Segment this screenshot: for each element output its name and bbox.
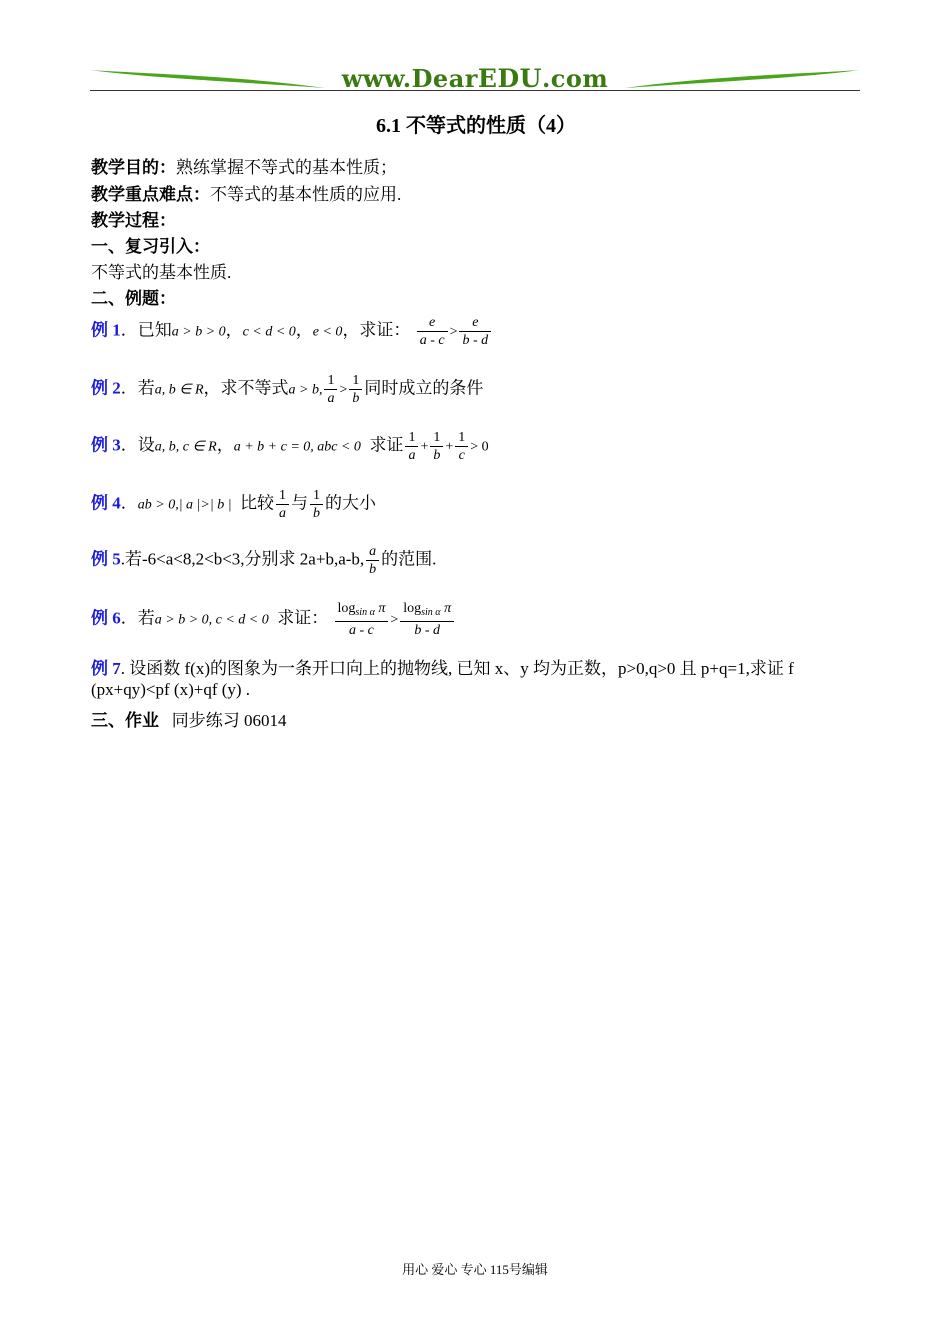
example-4: 例 4．ab > 0,| a |>| b | 比较 $\frac{1}{a}$ 与 $\frac{1}{b}$ 的大小	[91, 488, 377, 521]
fraction: $\frac{1}{a}$	[405, 429, 418, 464]
header-rule	[90, 90, 860, 91]
example-3: 例 3．设a, b, c ∈ R，a + b + c = 0, abc < 0 求证 $\frac{1}{a}$ + $\frac{1}{b}$ + $\frac{1}{c}$ > 0	[91, 430, 489, 463]
example-6: 例 6．若a > b > 0, c < d < 0 求证： $\frac{\log_{sin \alpha} \pi}{a - c}$ > $\frac{\log_{sin \alpha} \pi}{b - d}$	[91, 600, 456, 639]
fraction: $\frac{1}{a}$	[276, 487, 289, 522]
fraction: $\frac{e}{a - c}$	[417, 314, 448, 349]
fraction: $\frac{1}{b}$	[310, 487, 323, 522]
fraction: $\frac{e}{b - d}$	[459, 314, 491, 349]
example-5: 例 5.若-6<a<8,2<b<3,分别求 2a+b,a-b, $\frac{a}{b}$ 的范围.	[91, 544, 437, 577]
page-footer: 用心 爱心 专心 115号编辑	[402, 1262, 548, 1277]
key-line: 教学重点难点：不等式的基本性质的应用.	[91, 185, 402, 204]
banner-brand: www.DearEDU.com	[341, 64, 609, 93]
fraction: $\frac{1}{b}$	[430, 429, 443, 464]
header-banner	[90, 62, 860, 96]
section2-heading: 二、例题：	[91, 289, 176, 308]
fraction: $\frac{1}{b}$	[349, 372, 362, 407]
example-7-line1: 例 7. 设函数 f(x)的图象为一条开口向上的抛物线, 已知 x、y 均为正数，p>0,q>0 且 p+q=1,求证 f	[91, 659, 794, 678]
example-2: 例 2．若a, b ∈ R，求不等式a > b, $\frac{1}{a}$ > $\frac{1}{b}$ 同时成立的条件	[91, 373, 484, 406]
section1-text: 不等式的基本性质.	[91, 263, 232, 282]
process-heading: 教学过程：	[91, 211, 176, 230]
fraction: $\frac{1}{a}$	[324, 372, 337, 407]
homework-line: 三、作业 同步练习 06014	[91, 711, 287, 730]
section1-heading: 一、复习引入：	[91, 237, 210, 256]
fraction: $\frac{\log_{sin \alpha} \pi}{a - c}$	[335, 600, 389, 639]
aim-line: 教学目的：熟练掌握不等式的基本性质；	[91, 158, 397, 177]
example-1: 例 1．已知a > b > 0，c < d < 0，e < 0，求证： $\frac{e}{a - c}$ > $\frac{e}{b - d}$	[91, 314, 493, 349]
fraction: $\frac{1}{c}$	[455, 429, 468, 464]
example-7-line2: (px+qy)<pf (x)+qf (y) .	[91, 680, 251, 699]
fraction: $\frac{\log_{sin \alpha} \pi}{b - d}$	[400, 600, 454, 639]
page-title: 6.1 不等式的性质（4）	[376, 115, 576, 137]
fraction: $\frac{a}{b}$	[366, 543, 379, 578]
